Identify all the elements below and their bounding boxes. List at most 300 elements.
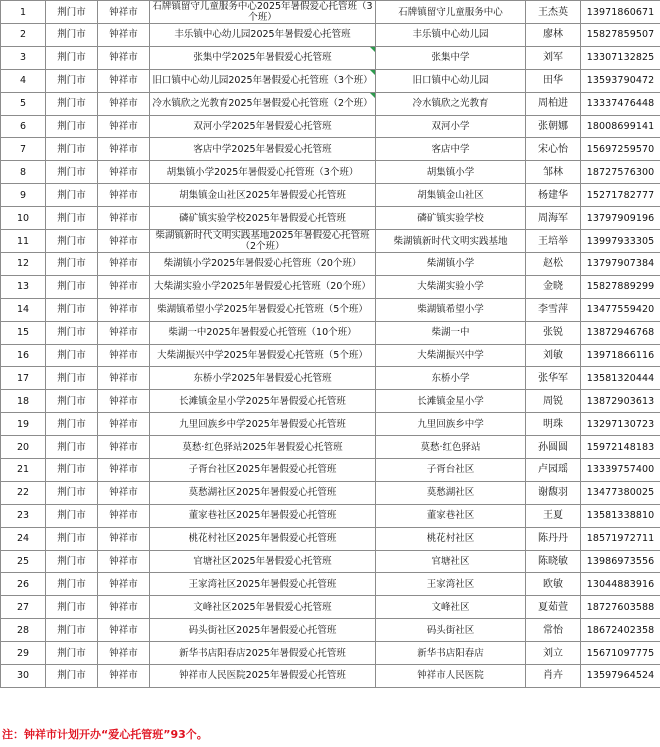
cell-contact[interactable] bbox=[526, 665, 581, 688]
cell-district[interactable] bbox=[98, 24, 150, 47]
cell-venue-text: 桃花村社区 bbox=[426, 533, 475, 545]
cell-venue-text: 柴湖一中 bbox=[431, 327, 470, 339]
cell-city[interactable] bbox=[46, 619, 98, 642]
cell-venue[interactable] bbox=[376, 184, 526, 207]
cell-city[interactable] bbox=[46, 298, 98, 321]
cell-city[interactable] bbox=[46, 321, 98, 344]
cell-no[interactable] bbox=[1, 1, 46, 24]
cell-city-text: 荆门市 bbox=[57, 212, 86, 224]
cell-district[interactable] bbox=[98, 504, 150, 527]
cell-venue-text: 码头街社区 bbox=[426, 624, 475, 636]
cell-class-name[interactable] bbox=[150, 481, 376, 504]
cell-city[interactable] bbox=[46, 1, 98, 24]
cell-phone[interactable] bbox=[581, 481, 660, 504]
cell-district[interactable] bbox=[98, 459, 150, 482]
cell-contact[interactable] bbox=[526, 184, 581, 207]
cell-no[interactable] bbox=[1, 459, 46, 482]
cell-venue[interactable] bbox=[376, 573, 526, 596]
cell-no-text: 27 bbox=[16, 601, 30, 613]
table-row bbox=[1, 504, 660, 527]
cell-city[interactable] bbox=[46, 138, 98, 161]
cell-no[interactable] bbox=[1, 92, 46, 115]
cell-city[interactable] bbox=[46, 46, 98, 69]
cell-city[interactable] bbox=[46, 344, 98, 367]
cell-class-name[interactable] bbox=[150, 436, 376, 459]
cell-class-name-text: 丰乐镇中心幼儿园2025年暑假爱心托管班 bbox=[174, 29, 351, 41]
cell-class-name-text: 冷水镇欣之光教育2025年暑假爱心托管班（2个班） bbox=[152, 98, 373, 110]
table-row bbox=[1, 573, 660, 596]
cell-no[interactable] bbox=[1, 138, 46, 161]
cell-class-name[interactable] bbox=[150, 230, 376, 253]
cell-city[interactable] bbox=[46, 436, 98, 459]
cell-venue-text: 新华书店阳春店 bbox=[417, 647, 484, 659]
cell-phone[interactable] bbox=[581, 253, 660, 276]
cell-class-name[interactable] bbox=[150, 253, 376, 276]
cell-no-text: 15 bbox=[16, 327, 30, 339]
cell-no[interactable] bbox=[1, 184, 46, 207]
cell-no[interactable] bbox=[1, 298, 46, 321]
cell-venue-text: 长滩镇金星小学 bbox=[417, 395, 484, 407]
cell-class-name-text: 柴湖一中2025年暑假爱心托管班（10个班） bbox=[168, 327, 357, 339]
cell-class-name-text: 柴湖镇希望小学2025年暑假爱心托管班（5个班） bbox=[157, 304, 368, 316]
cell-contact[interactable] bbox=[526, 253, 581, 276]
cell-city-text: 荆门市 bbox=[57, 510, 86, 522]
cell-district-text: 钟祥市 bbox=[109, 350, 138, 362]
cell-venue[interactable] bbox=[376, 115, 526, 138]
cell-phone[interactable] bbox=[581, 115, 660, 138]
cell-phone[interactable] bbox=[581, 46, 660, 69]
cell-contact[interactable] bbox=[526, 298, 581, 321]
cell-contact[interactable] bbox=[526, 459, 581, 482]
cell-city[interactable] bbox=[46, 413, 98, 436]
cell-phone[interactable] bbox=[581, 207, 660, 230]
cell-no-text: 8 bbox=[19, 166, 27, 178]
cell-venue[interactable] bbox=[376, 413, 526, 436]
cell-class-name-text: 董家巷社区2025年暑假爱心托管班 bbox=[188, 510, 337, 522]
cell-class-name-text: 胡集镇小学2025年暑假爱心托管班（3个班） bbox=[166, 166, 359, 178]
cell-phone[interactable] bbox=[581, 573, 660, 596]
cell-class-name[interactable] bbox=[150, 1, 376, 24]
cell-city[interactable] bbox=[46, 207, 98, 230]
cell-venue-text: 莫愁湖社区 bbox=[426, 487, 475, 499]
cell-contact[interactable] bbox=[526, 321, 581, 344]
cell-venue[interactable] bbox=[376, 138, 526, 161]
cell-venue[interactable] bbox=[376, 207, 526, 230]
cell-no[interactable] bbox=[1, 642, 46, 665]
cell-contact[interactable] bbox=[526, 69, 581, 92]
cell-city[interactable] bbox=[46, 573, 98, 596]
cell-city[interactable] bbox=[46, 184, 98, 207]
cell-district-text: 钟祥市 bbox=[109, 372, 138, 384]
cell-phone-text: 13477380025 bbox=[586, 487, 655, 499]
cell-city[interactable] bbox=[46, 504, 98, 527]
cell-venue-text: 官塘社区 bbox=[431, 556, 470, 568]
cell-no[interactable] bbox=[1, 115, 46, 138]
cell-city[interactable] bbox=[46, 161, 98, 184]
cell-class-name-text: 大柴湖振兴中学2025年暑假爱心托管班（5个班） bbox=[157, 350, 368, 362]
cell-class-name[interactable] bbox=[150, 161, 376, 184]
cell-class-name[interactable] bbox=[150, 619, 376, 642]
cell-class-name[interactable] bbox=[150, 344, 376, 367]
cell-venue[interactable] bbox=[376, 459, 526, 482]
cell-contact[interactable] bbox=[526, 92, 581, 115]
cell-city[interactable] bbox=[46, 115, 98, 138]
cell-district[interactable] bbox=[98, 253, 150, 276]
cell-no[interactable] bbox=[1, 253, 46, 276]
cell-venue[interactable] bbox=[376, 481, 526, 504]
cell-class-name[interactable] bbox=[150, 184, 376, 207]
cell-district[interactable] bbox=[98, 367, 150, 390]
cell-phone-text: 13872946768 bbox=[586, 327, 655, 339]
cell-no[interactable] bbox=[1, 161, 46, 184]
cell-no-text: 29 bbox=[16, 647, 30, 659]
cell-no[interactable] bbox=[1, 321, 46, 344]
cell-venue[interactable] bbox=[376, 344, 526, 367]
cell-phone-text: 15972148183 bbox=[586, 441, 655, 453]
cell-contact[interactable] bbox=[526, 138, 581, 161]
cell-district[interactable] bbox=[98, 184, 150, 207]
cell-venue[interactable] bbox=[376, 92, 526, 115]
cell-phone[interactable] bbox=[581, 665, 660, 688]
cell-contact[interactable] bbox=[526, 481, 581, 504]
cell-city-text: 荆门市 bbox=[57, 189, 86, 201]
cell-venue-text: 张集中学 bbox=[431, 52, 470, 64]
cell-district[interactable] bbox=[98, 1, 150, 24]
cell-comment-marker-icon bbox=[370, 70, 375, 75]
cell-contact-text: 王培举 bbox=[538, 235, 568, 247]
cell-city-text: 荆门市 bbox=[57, 441, 86, 453]
cell-phone[interactable] bbox=[581, 161, 660, 184]
cell-no-text: 25 bbox=[16, 556, 30, 568]
cell-phone[interactable] bbox=[581, 619, 660, 642]
cell-venue[interactable] bbox=[376, 367, 526, 390]
cell-contact[interactable] bbox=[526, 115, 581, 138]
table-row bbox=[1, 207, 660, 230]
cell-class-name-text: 官塘社区2025年暑假爱心托管班 bbox=[193, 556, 332, 568]
cell-venue[interactable] bbox=[376, 46, 526, 69]
cell-contact-text: 明珠 bbox=[543, 418, 563, 430]
cell-venue-text: 董家巷社区 bbox=[426, 510, 475, 522]
cell-city[interactable] bbox=[46, 459, 98, 482]
cell-phone-text: 13339757400 bbox=[586, 464, 655, 476]
cell-city[interactable] bbox=[46, 596, 98, 619]
cell-city-text: 荆门市 bbox=[57, 372, 86, 384]
cell-contact[interactable] bbox=[526, 230, 581, 253]
cell-contact[interactable] bbox=[526, 413, 581, 436]
cell-phone[interactable] bbox=[581, 390, 660, 413]
cell-city[interactable] bbox=[46, 390, 98, 413]
cell-venue[interactable] bbox=[376, 596, 526, 619]
table-row bbox=[1, 92, 660, 115]
cell-city-text: 荆门市 bbox=[57, 327, 86, 339]
cell-no[interactable] bbox=[1, 436, 46, 459]
cell-district-text: 钟祥市 bbox=[109, 98, 138, 110]
cell-city[interactable] bbox=[46, 550, 98, 573]
cell-venue-text: 丰乐镇中心幼儿园 bbox=[412, 29, 489, 41]
cell-class-name[interactable] bbox=[150, 527, 376, 550]
cell-no[interactable] bbox=[1, 550, 46, 573]
cell-class-name[interactable] bbox=[150, 390, 376, 413]
cell-district[interactable] bbox=[98, 344, 150, 367]
cell-class-name-text: 石牌镇留守儿童服务中心2025年暑假爱心托管班（3个班） bbox=[152, 1, 373, 23]
cell-district[interactable] bbox=[98, 161, 150, 184]
table-row bbox=[1, 436, 660, 459]
cell-no-text: 24 bbox=[16, 533, 30, 545]
cell-class-name[interactable] bbox=[150, 596, 376, 619]
cell-class-name[interactable] bbox=[150, 207, 376, 230]
cell-contact[interactable] bbox=[526, 619, 581, 642]
cell-contact[interactable] bbox=[526, 573, 581, 596]
cell-no[interactable] bbox=[1, 69, 46, 92]
cell-district[interactable] bbox=[98, 390, 150, 413]
cell-no[interactable] bbox=[1, 24, 46, 47]
cell-no-text: 1 bbox=[19, 6, 27, 18]
cell-phone[interactable] bbox=[581, 298, 660, 321]
table-row bbox=[1, 1, 660, 24]
cell-venue[interactable] bbox=[376, 436, 526, 459]
cell-district[interactable] bbox=[98, 550, 150, 573]
cell-class-name[interactable] bbox=[150, 24, 376, 47]
cell-phone-text: 13337476448 bbox=[586, 98, 655, 110]
cell-class-name-text: 钟祥市人民医院2025年暑假爱心托管班 bbox=[179, 670, 346, 682]
cell-city[interactable] bbox=[46, 665, 98, 688]
cell-city-text: 荆门市 bbox=[57, 533, 86, 545]
cell-venue-text: 冷水镇欣之光教育 bbox=[412, 98, 489, 110]
cell-contact-text: 王杰英 bbox=[538, 6, 568, 18]
cell-district[interactable] bbox=[98, 138, 150, 161]
cell-contact[interactable] bbox=[526, 367, 581, 390]
cell-district[interactable] bbox=[98, 619, 150, 642]
cell-no-text: 16 bbox=[16, 350, 30, 362]
cell-venue[interactable] bbox=[376, 298, 526, 321]
cell-phone[interactable] bbox=[581, 596, 660, 619]
cell-venue[interactable] bbox=[376, 527, 526, 550]
cell-no[interactable] bbox=[1, 46, 46, 69]
cell-city[interactable] bbox=[46, 275, 98, 298]
cell-no[interactable] bbox=[1, 573, 46, 596]
cell-no-text: 26 bbox=[16, 578, 30, 590]
cell-no[interactable] bbox=[1, 504, 46, 527]
cell-district[interactable] bbox=[98, 207, 150, 230]
cell-contact[interactable] bbox=[526, 1, 581, 24]
cell-phone[interactable] bbox=[581, 642, 660, 665]
cell-contact[interactable] bbox=[526, 24, 581, 47]
cell-venue[interactable] bbox=[376, 69, 526, 92]
cell-phone[interactable] bbox=[581, 1, 660, 24]
cell-contact[interactable] bbox=[526, 504, 581, 527]
cell-district[interactable] bbox=[98, 596, 150, 619]
cell-phone[interactable] bbox=[581, 69, 660, 92]
cell-venue[interactable] bbox=[376, 619, 526, 642]
cell-no[interactable] bbox=[1, 481, 46, 504]
cell-class-name[interactable] bbox=[150, 138, 376, 161]
cell-contact-text: 周海军 bbox=[538, 212, 568, 224]
cell-no[interactable] bbox=[1, 665, 46, 688]
cell-contact[interactable] bbox=[526, 275, 581, 298]
cell-class-name[interactable] bbox=[150, 459, 376, 482]
cell-phone[interactable] bbox=[581, 321, 660, 344]
cell-city[interactable] bbox=[46, 642, 98, 665]
cell-venue[interactable] bbox=[376, 253, 526, 276]
cell-district[interactable] bbox=[98, 298, 150, 321]
cell-phone-text: 18571972711 bbox=[586, 533, 655, 545]
cell-city[interactable] bbox=[46, 69, 98, 92]
cell-phone[interactable] bbox=[581, 413, 660, 436]
cell-venue[interactable] bbox=[376, 642, 526, 665]
cell-class-name[interactable] bbox=[150, 115, 376, 138]
cell-no-text: 22 bbox=[16, 487, 30, 499]
cell-contact-text: 夏茹萱 bbox=[538, 601, 568, 613]
cell-city[interactable] bbox=[46, 367, 98, 390]
cell-district[interactable] bbox=[98, 230, 150, 253]
cell-district[interactable] bbox=[98, 413, 150, 436]
cell-no[interactable] bbox=[1, 275, 46, 298]
cell-city[interactable] bbox=[46, 481, 98, 504]
cell-venue[interactable] bbox=[376, 1, 526, 24]
cell-phone[interactable] bbox=[581, 230, 660, 253]
cell-venue[interactable] bbox=[376, 665, 526, 688]
table-row bbox=[1, 481, 660, 504]
cell-city[interactable] bbox=[46, 24, 98, 47]
cell-city[interactable] bbox=[46, 92, 98, 115]
cell-district[interactable] bbox=[98, 481, 150, 504]
cell-contact[interactable] bbox=[526, 46, 581, 69]
cell-venue-text: 子胥台社区 bbox=[426, 464, 475, 476]
cell-contact[interactable] bbox=[526, 344, 581, 367]
cell-class-name-text: 旧口镇中心幼儿园2025年暑假爱心托管班（3个班） bbox=[152, 75, 373, 87]
cell-no[interactable] bbox=[1, 344, 46, 367]
cell-class-name[interactable] bbox=[150, 92, 376, 115]
cell-venue[interactable] bbox=[376, 321, 526, 344]
cell-venue-text: 胡集镇金山社区 bbox=[417, 189, 484, 201]
cell-class-name[interactable] bbox=[150, 298, 376, 321]
cell-no-text: 14 bbox=[16, 304, 30, 316]
cell-class-name-text: 子胥台社区2025年暑假爱心托管班 bbox=[188, 464, 337, 476]
cell-class-name[interactable] bbox=[150, 321, 376, 344]
cell-district[interactable] bbox=[98, 573, 150, 596]
cell-no[interactable] bbox=[1, 596, 46, 619]
cell-comment-marker-icon bbox=[370, 47, 375, 52]
cell-city-text: 荆门市 bbox=[57, 166, 86, 178]
cell-phone[interactable] bbox=[581, 92, 660, 115]
cell-no[interactable] bbox=[1, 230, 46, 253]
cell-district[interactable] bbox=[98, 46, 150, 69]
cell-city-text: 荆门市 bbox=[57, 52, 86, 64]
cell-no[interactable] bbox=[1, 413, 46, 436]
cell-city[interactable] bbox=[46, 230, 98, 253]
cell-no[interactable] bbox=[1, 619, 46, 642]
cell-contact-text: 孙圆圆 bbox=[538, 441, 568, 453]
cell-class-name[interactable] bbox=[150, 504, 376, 527]
cell-district[interactable] bbox=[98, 321, 150, 344]
cell-no[interactable] bbox=[1, 527, 46, 550]
cell-no-text: 10 bbox=[16, 212, 30, 224]
cell-no-text: 19 bbox=[16, 418, 30, 430]
cell-class-name[interactable] bbox=[150, 367, 376, 390]
cell-phone[interactable] bbox=[581, 344, 660, 367]
cell-phone-text: 13971866116 bbox=[586, 350, 655, 362]
cell-contact[interactable] bbox=[526, 642, 581, 665]
cell-contact[interactable] bbox=[526, 550, 581, 573]
cell-venue[interactable] bbox=[376, 550, 526, 573]
cell-contact-text: 赵松 bbox=[543, 258, 563, 270]
cell-no-text: 23 bbox=[16, 510, 30, 522]
cell-district[interactable] bbox=[98, 436, 150, 459]
cell-contact[interactable] bbox=[526, 596, 581, 619]
cell-city[interactable] bbox=[46, 527, 98, 550]
table-row bbox=[1, 619, 660, 642]
cell-district-text: 钟祥市 bbox=[109, 29, 138, 41]
cell-phone[interactable] bbox=[581, 24, 660, 47]
cell-venue[interactable] bbox=[376, 390, 526, 413]
cell-city-text: 荆门市 bbox=[57, 75, 86, 87]
cell-venue[interactable] bbox=[376, 24, 526, 47]
cell-district[interactable] bbox=[98, 642, 150, 665]
cell-venue[interactable] bbox=[376, 504, 526, 527]
cell-phone[interactable] bbox=[581, 459, 660, 482]
cell-phone[interactable] bbox=[581, 504, 660, 527]
cell-class-name[interactable] bbox=[150, 642, 376, 665]
cell-district[interactable] bbox=[98, 92, 150, 115]
cell-venue[interactable] bbox=[376, 275, 526, 298]
cell-phone[interactable] bbox=[581, 184, 660, 207]
cell-class-name[interactable] bbox=[150, 46, 376, 69]
cell-district[interactable] bbox=[98, 275, 150, 298]
cell-phone[interactable] bbox=[581, 527, 660, 550]
cell-contact[interactable] bbox=[526, 527, 581, 550]
cell-contact[interactable] bbox=[526, 207, 581, 230]
cell-class-name-text: 胡集镇金山社区2025年暑假爱心托管班 bbox=[179, 189, 346, 201]
cell-phone[interactable] bbox=[581, 138, 660, 161]
cell-district-text: 钟祥市 bbox=[109, 327, 138, 339]
cell-phone[interactable] bbox=[581, 550, 660, 573]
cell-venue[interactable] bbox=[376, 161, 526, 184]
cell-district[interactable] bbox=[98, 69, 150, 92]
cell-no[interactable] bbox=[1, 207, 46, 230]
cell-phone-text: 13477559420 bbox=[586, 304, 655, 316]
cell-class-name[interactable] bbox=[150, 413, 376, 436]
cell-city-text: 荆门市 bbox=[57, 143, 86, 155]
cell-phone-text: 13593790472 bbox=[586, 75, 655, 87]
cell-contact[interactable] bbox=[526, 390, 581, 413]
cell-phone[interactable] bbox=[581, 275, 660, 298]
cell-contact[interactable] bbox=[526, 161, 581, 184]
cell-class-name[interactable] bbox=[150, 665, 376, 688]
cell-class-name[interactable] bbox=[150, 275, 376, 298]
cell-class-name-text: 柴湖镇小学2025年暑假爱心托管班（20个班） bbox=[163, 258, 362, 270]
cell-no[interactable] bbox=[1, 367, 46, 390]
cell-no[interactable] bbox=[1, 390, 46, 413]
cell-city[interactable] bbox=[46, 253, 98, 276]
cell-venue[interactable] bbox=[376, 230, 526, 253]
cell-district[interactable] bbox=[98, 665, 150, 688]
cell-class-name[interactable] bbox=[150, 69, 376, 92]
cell-contact-text: 杨建华 bbox=[538, 189, 568, 201]
cell-phone[interactable] bbox=[581, 367, 660, 390]
cell-contact-text: 陈晓敏 bbox=[538, 556, 568, 568]
cell-district[interactable] bbox=[98, 115, 150, 138]
cell-class-name[interactable] bbox=[150, 573, 376, 596]
cell-class-name-text: 码头街社区2025年暑假爱心托管班 bbox=[188, 624, 337, 636]
cell-no-text: 30 bbox=[16, 670, 30, 682]
cell-phone-text: 13797909196 bbox=[586, 212, 655, 224]
cell-phone[interactable] bbox=[581, 436, 660, 459]
cell-contact[interactable] bbox=[526, 436, 581, 459]
cell-district[interactable] bbox=[98, 527, 150, 550]
cell-phone-text: 13997933305 bbox=[586, 235, 655, 247]
cell-class-name[interactable] bbox=[150, 550, 376, 573]
cell-venue-text: 双河小学 bbox=[431, 121, 470, 132]
